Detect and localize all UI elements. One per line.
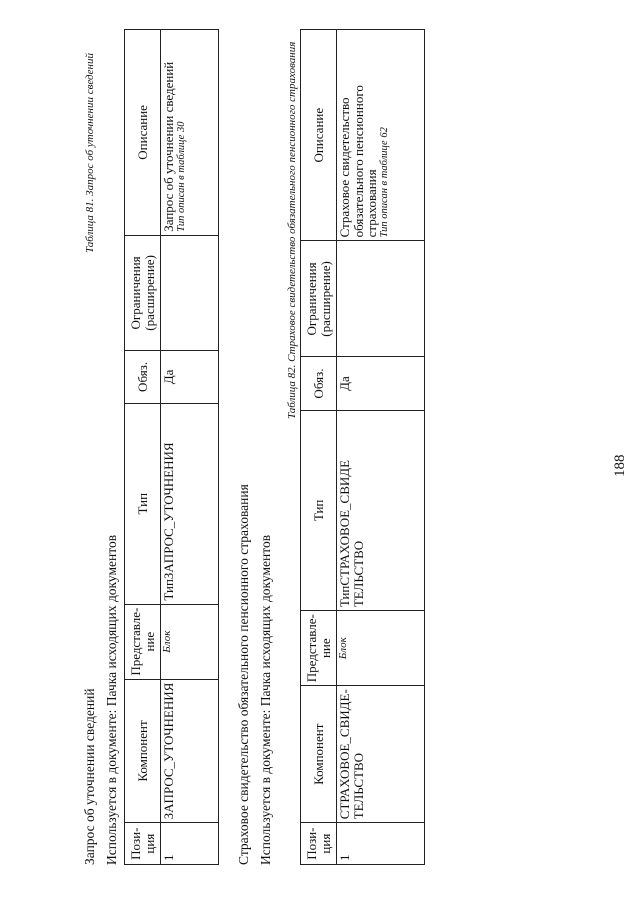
cell-representation: Блок [161, 604, 219, 679]
header-limits: Ограничения (расширение) [301, 241, 337, 357]
table82-caption: Таблица 82. Страховое свидетельство обязательного пенсионного страхования [286, 41, 298, 419]
section1-usage: Используется в документе: Пачка исходящих документов [104, 534, 119, 865]
header-type: Тип [301, 410, 337, 611]
table82-header-row [301, 30, 337, 865]
description-note: Тип описан в таблице 30 [175, 121, 187, 232]
cell-limits [337, 241, 425, 357]
cell-mandatory: Да [161, 351, 219, 404]
rotated-content [40, 35, 628, 865]
table-82 [300, 29, 425, 865]
cell-position: 1 [161, 823, 219, 865]
header-position: Пози- ция [125, 823, 161, 865]
header-description: Описание [125, 30, 161, 236]
header-component: Компонент [125, 679, 161, 823]
cell-representation: Блок [337, 611, 425, 686]
table-row [161, 30, 219, 865]
header-representation: Представле- ние [301, 611, 337, 686]
cell-description [337, 30, 425, 241]
cell-position: 1 [337, 823, 425, 865]
cell-type: ТипЗАПРОС_УТОЧНЕНИЯ [161, 403, 219, 604]
section2-title: Страховое свидетельство обязательного пенсионного страхования [236, 484, 251, 865]
table81-header-row [125, 30, 161, 865]
header-description: Описание [301, 30, 337, 241]
header-component: Компонент [301, 686, 337, 823]
header-limits: Ограничения (расширение) [125, 235, 161, 350]
cell-description [161, 30, 219, 236]
cell-limits [161, 235, 219, 350]
table-row [337, 30, 425, 865]
table-81 [124, 29, 219, 865]
cell-mandatory: Да [337, 357, 425, 410]
header-mandatory: Обяз. [301, 357, 337, 410]
header-mandatory: Обяз. [125, 351, 161, 404]
cell-component: СТРАХОВОЕ_СВИДЕ- ТЕЛЬСТВО [337, 686, 425, 823]
header-representation: Представле- ние [125, 604, 161, 679]
cell-component: ЗАПРОС_УТОЧНЕНИЯ [161, 679, 219, 823]
header-type: Тип [125, 403, 161, 604]
section1-title: Запрос об уточнении сведений [82, 688, 97, 865]
description-text: Страховое свидетельство обязательного пенсионного страхования [337, 85, 380, 238]
cell-type: ТипСТРАХОВОЕ_СВИДЕ ТЕЛЬСТВО [337, 410, 425, 611]
description-note: Тип описан в таблице 62 [378, 127, 390, 238]
page-number: 188 [612, 454, 628, 477]
description-text: Запрос об уточнении сведений [161, 61, 176, 232]
table81-caption: Таблица 81. Запрос об уточнении сведений [84, 52, 96, 253]
header-position: Пози- ция [301, 823, 337, 865]
section2-usage: Используется в документе: Пачка исходящих документов [258, 534, 273, 865]
